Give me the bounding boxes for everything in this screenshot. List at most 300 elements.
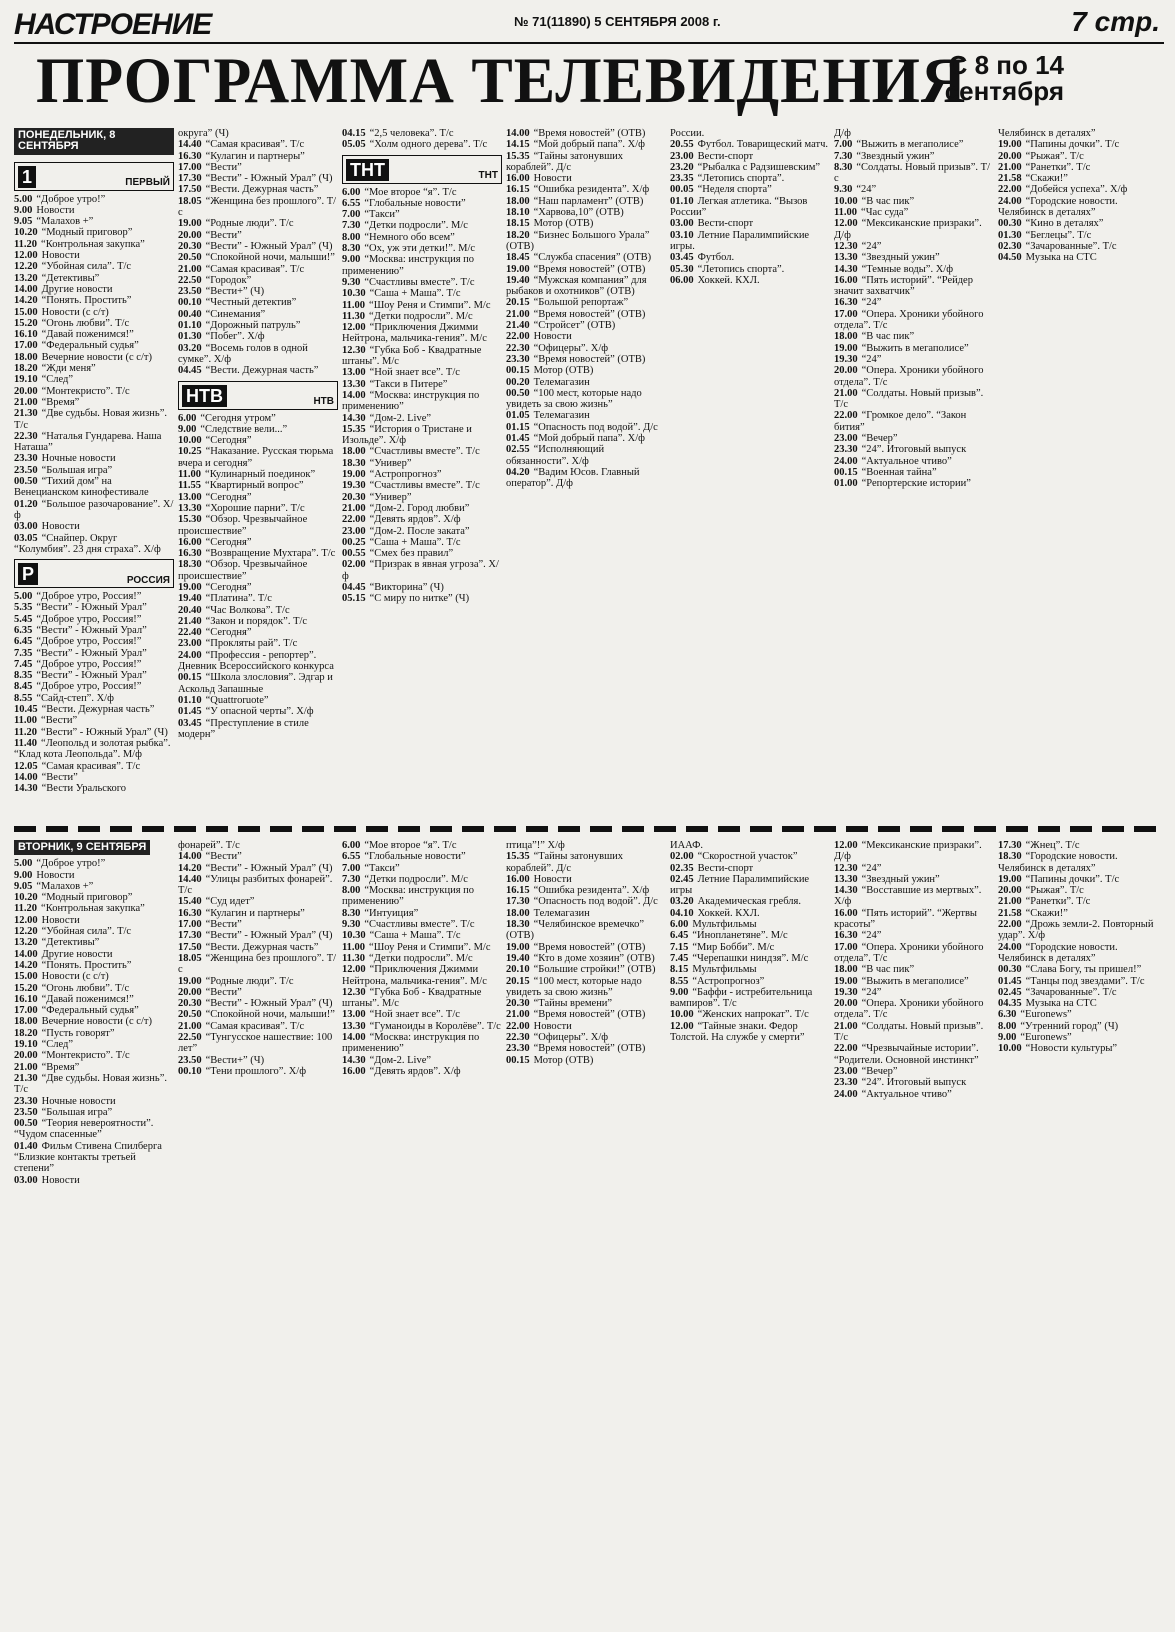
program-time: 13.30: [834, 252, 858, 264]
program-time: 20.00: [178, 229, 202, 241]
program-title: “Актуальное чтиво”: [861, 1088, 952, 1100]
program-time: 24.00: [178, 649, 202, 661]
program-title: “Доброе утро, Россия!”: [36, 613, 142, 625]
program-title: “Ох, уж эти детки!”. М/с: [364, 243, 476, 255]
program-title: “Федеральный судья”: [41, 1005, 139, 1017]
program-item: [834, 998, 994, 1021]
program-title: Хоккей. КХЛ.: [697, 907, 760, 919]
program-item: [342, 1009, 502, 1020]
program-time: 22.40: [178, 627, 202, 639]
program-time: 16.10: [14, 329, 38, 341]
program-item: [670, 128, 830, 139]
program-item: [834, 354, 994, 365]
program-title: Другие новости: [41, 948, 113, 960]
program-time: 8.35: [14, 670, 33, 682]
program-item: [342, 254, 502, 277]
program-title: “Солдаты. Новый призыв”. Т/с: [834, 1020, 984, 1044]
program-title: “Euronews”: [1020, 1009, 1072, 1021]
program-item: [834, 433, 994, 444]
monday-column-5: [670, 128, 834, 794]
program-time: 23.00: [342, 525, 366, 537]
program-item: [342, 537, 502, 548]
program-title: “Гуманоиды в Королёве”. Т/с: [369, 1020, 501, 1032]
program-item: [14, 273, 174, 284]
program-time: 02.45: [998, 986, 1022, 998]
program-time: 8.00: [342, 885, 361, 897]
program-title: “Кино в деталях”: [1025, 218, 1104, 230]
program-title: “Сегодня”: [205, 627, 252, 639]
program-time: 8.30: [342, 243, 361, 255]
channel-ntv-icon: НТВ: [182, 385, 227, 407]
program-time: 23.00: [178, 638, 202, 650]
program-time: 17.50: [178, 184, 202, 196]
program-item: [178, 173, 338, 184]
program-item: [506, 422, 666, 433]
program-item: [178, 930, 338, 941]
program-item: [506, 297, 666, 308]
program-item: [14, 704, 174, 715]
program-title: Новости: [36, 869, 75, 881]
program-time: 01.10: [178, 320, 202, 332]
program-time: 01.20: [14, 498, 38, 510]
program-title: “Мексиканские призраки”. Д/ф: [834, 218, 982, 241]
program-title: Музыка на СТС: [1025, 252, 1097, 264]
program-title: “В час пик”: [861, 964, 915, 976]
program-time: 00.20: [506, 376, 530, 388]
program-title: “Темные воды”. Х/ф: [861, 263, 954, 275]
program-title: “Суд идет”: [205, 896, 255, 908]
program-title: “Детки подросли”. М/с: [364, 873, 468, 885]
program-item: [178, 840, 338, 851]
program-title: “Летопись спорта”.: [697, 263, 785, 275]
program-time: 5.00: [14, 858, 33, 870]
channel-one-icon: 1: [18, 166, 36, 188]
program-title: “Школа злословия”. Эдгар и Аскольд Запашные: [178, 672, 333, 695]
program-time: 13.30: [342, 378, 366, 390]
program-item: [178, 286, 338, 297]
program-item: [998, 987, 1158, 998]
program-title: “Опера. Хроники убойного отдела”. Т/с: [834, 998, 984, 1021]
program-time: 11.00: [342, 299, 366, 311]
program-title: “Сайд-степ”. Х/ф: [36, 692, 114, 704]
program-title: “24”: [856, 184, 877, 196]
program-title: Вести-спорт: [697, 150, 754, 162]
program-item: [14, 239, 174, 250]
program-item: [670, 863, 830, 874]
program-time: 02.00: [342, 559, 366, 571]
program-time: 19.40: [506, 274, 530, 286]
program-title: “Побег”. Х/ф: [205, 331, 265, 343]
program-title: “Модный приговор”: [41, 892, 133, 904]
program-time: 20.30: [342, 491, 366, 503]
program-item: [506, 331, 666, 342]
program-item: [998, 851, 1158, 874]
program-title: Новости (с с/т): [41, 971, 109, 983]
program-title: “Ранетки”. Т/с: [1025, 896, 1091, 908]
program-time: 6.00: [342, 186, 361, 198]
program-time: 21.00: [342, 502, 366, 514]
program-title: “Девять ярдов”. Х/ф: [369, 514, 461, 526]
program-time: 9.05: [14, 880, 33, 892]
program-time: 16.00: [834, 907, 858, 919]
program-title: “Вести” - Южный Урал”: [36, 624, 147, 636]
program-title: “Глобальные новости”: [364, 197, 466, 209]
program-title: “Слава Богу, ты пришел!”: [1025, 964, 1142, 976]
program-title: “Губка Боб - Квадратные штаны”. М/с: [342, 986, 482, 1010]
program-title: “Мир Бобби”. М/с: [692, 941, 775, 953]
program-item: [14, 194, 174, 205]
program-item: [998, 1043, 1158, 1054]
program-item: [14, 533, 174, 556]
program-time: 22.50: [178, 1032, 202, 1044]
program-item: [670, 230, 830, 253]
tuesday-column-1: [14, 840, 178, 1186]
program-time: 20.50: [178, 1009, 202, 1021]
program-item: [342, 311, 502, 322]
program-time: 6.00: [670, 919, 689, 931]
program-item: [14, 1141, 174, 1175]
program-item: [178, 241, 338, 252]
program-time: 14.30: [14, 783, 38, 795]
program-title: Новости: [533, 331, 572, 343]
program-title: “След”: [41, 374, 74, 386]
program-item: [178, 874, 338, 897]
program-title: “Инопланетяне”. М/с: [692, 930, 788, 942]
program-time: 23.35: [670, 173, 694, 185]
program-time: 7.30: [342, 220, 361, 232]
program-item: [178, 252, 338, 263]
program-time: 04.45: [178, 365, 202, 377]
program-title: Фильм Стивена Спилберга “Близкие контакты третьей степени”: [14, 1140, 162, 1175]
masthead: [14, 4, 1164, 124]
program-title: “Москва: инструкция по применению”: [342, 1032, 480, 1055]
program-item: [506, 264, 666, 275]
program-title: “Убойная сила”. Т/с: [41, 926, 132, 938]
program-time: 22.00: [506, 331, 530, 343]
program-item: [506, 207, 666, 218]
program-time: 18.20: [506, 229, 530, 241]
program-title: “Шоу Реня и Стимпи”. М/с: [369, 941, 491, 953]
program-title: “Время новостей” (ОТВ): [533, 353, 646, 365]
program-item: [342, 232, 502, 243]
program-title: Мультфильмы: [692, 919, 757, 931]
program-item: [342, 863, 502, 874]
program-time: 14.00: [14, 948, 38, 960]
program-time: 9.00: [14, 869, 33, 881]
program-item: [14, 625, 174, 636]
program-item: [178, 896, 338, 907]
program-time: 16.15: [506, 885, 530, 897]
program-title: “След”: [41, 1039, 74, 1051]
program-item: [998, 139, 1158, 150]
program-title: “Честный детектив”: [205, 297, 297, 309]
program-item: [670, 987, 830, 1010]
program-list: [998, 840, 1158, 1055]
program-title: “Женщина без прошлого”. Т/с: [178, 952, 337, 976]
program-time: 23.20: [670, 161, 694, 173]
program-time: 21.30: [14, 1072, 38, 1084]
program-title: “Восставшие из мертвых”. Х/ф: [834, 885, 982, 908]
program-item: [506, 908, 666, 919]
program-time: 19.30: [834, 353, 858, 365]
program-time: 20.15: [506, 975, 530, 987]
program-item: [178, 998, 338, 1009]
program-title: “Офицеры”. Х/ф: [533, 1032, 609, 1044]
program-title: “Вести”: [205, 851, 242, 863]
program-title: “Вести”: [41, 771, 78, 783]
program-title: “Пусть говорят”: [41, 1027, 115, 1039]
program-time: 12.30: [342, 986, 366, 998]
program-item: [998, 874, 1158, 885]
program-item: [14, 715, 174, 726]
program-title: Другие новости: [41, 283, 113, 295]
program-time: 15.00: [14, 306, 38, 318]
program-title: “Интуиция”: [364, 907, 419, 919]
program-title: “Детки подросли”. М/с: [364, 220, 468, 232]
program-title: “Шоу Реня и Стимпи”. М/с: [369, 299, 491, 311]
program-time: 02.30: [998, 240, 1022, 252]
program-title: “Баффи - истребительница вампиров”. Т/с: [670, 986, 813, 1010]
program-title: “Опера. Хроники убойного отдела”. Т/с: [834, 365, 984, 388]
program-title: “Холм одного дерева”. Т/с: [369, 139, 488, 151]
program-item: [14, 937, 174, 948]
program-time: 02.00: [670, 851, 694, 863]
program-time: 9.05: [14, 216, 33, 228]
program-title: “Жди меня”: [41, 363, 96, 375]
program-item: [14, 903, 174, 914]
program-title: “Новости культуры”: [1025, 1043, 1118, 1055]
program-item: [998, 964, 1158, 975]
program-time: 19.00: [834, 342, 858, 354]
program-item: [14, 374, 174, 385]
monday-column-6: [834, 128, 998, 794]
program-title: “Ошибка резидента”. Х/ф: [533, 885, 650, 897]
program-title: “Губка Боб - Квадратные штаны”. М/с: [342, 344, 482, 368]
program-time: 20.15: [506, 297, 530, 309]
program-time: 18.00: [342, 446, 366, 458]
program-title: Новости: [41, 1174, 80, 1186]
program-title: Мотор (ОТВ): [533, 218, 594, 230]
program-item: [670, 953, 830, 964]
program-item: [178, 908, 338, 919]
channel-tnt: [342, 155, 502, 184]
program-item: [670, 173, 830, 184]
program-item: [14, 1050, 174, 1061]
program-title: Летние Паралимпийские игры.: [670, 229, 810, 252]
program-time: 01.00: [834, 478, 858, 490]
program-item: [178, 503, 338, 514]
program-time: 03.45: [670, 252, 694, 264]
program-time: 21.00: [506, 1009, 530, 1021]
program-time: 01.40: [14, 1140, 38, 1152]
program-time: 22.30: [506, 342, 530, 354]
program-item: [506, 309, 666, 320]
program-item: [178, 706, 338, 717]
program-time: 14.40: [178, 139, 202, 151]
program-title: “Доброе утро!”: [36, 858, 106, 870]
program-item: [178, 343, 338, 366]
program-time: 12.20: [14, 926, 38, 938]
program-title: “24”: [861, 297, 882, 309]
program-item: [14, 761, 174, 772]
program-time: 17.00: [14, 340, 38, 352]
program-item: [834, 987, 994, 998]
program-time: 16.30: [178, 907, 202, 919]
program-time: 23.00: [834, 433, 858, 445]
program-title: “Опера. Хроники убойного отдела”. Т/с: [834, 308, 984, 332]
program-time: 14.30: [834, 885, 858, 897]
program-item: [342, 322, 502, 345]
program-item: [14, 858, 174, 869]
program-item: [178, 638, 338, 649]
program-time: 18.10: [506, 207, 530, 219]
program-title: России.: [670, 128, 705, 139]
program-title: “Звездный ужин”: [861, 252, 940, 264]
program-item: [342, 187, 502, 198]
program-title: “Женщина без прошлого”. Т/с: [178, 195, 337, 219]
program-item: [998, 908, 1158, 919]
program-title: “Кулинарный поединок”: [205, 469, 316, 481]
program-time: 21.00: [178, 263, 202, 275]
program-time: 03.10: [670, 229, 694, 241]
program-title: “Доброе утро, Россия!”: [36, 636, 142, 648]
program-time: 13.30: [178, 502, 202, 514]
date-range-line1: С 8 по 14: [948, 50, 1064, 80]
program-item: [998, 218, 1158, 229]
program-title: Челябинск в деталях”: [998, 128, 1096, 139]
program-title: “Вести”: [205, 919, 242, 931]
program-item: [998, 230, 1158, 241]
program-item: [506, 365, 666, 376]
program-item: [178, 435, 338, 446]
program-item: [670, 930, 830, 941]
program-item: [14, 295, 174, 306]
program-title: фонарей”. Т/с: [178, 840, 240, 851]
program-time: 21.58: [998, 907, 1022, 919]
program-item: [14, 465, 174, 476]
program-title: “Вести” - Южный Урал” (Ч): [205, 240, 333, 252]
program-time: 19.00: [178, 975, 202, 987]
program-item: [178, 616, 338, 627]
program-item: [834, 331, 994, 342]
program-item: [178, 851, 338, 862]
program-item: [342, 492, 502, 503]
channel-name: ТНТ: [478, 170, 498, 182]
program-title: “Следствие вели...”: [200, 423, 288, 435]
program-title: “С миру по нитке” (Ч): [369, 593, 470, 605]
program-title: “Добейся успеха”. Х/ф: [1025, 184, 1128, 196]
program-title: Музыка на СТС: [1025, 998, 1097, 1010]
program-time: 9.00: [14, 204, 33, 216]
program-time: 03.00: [14, 521, 38, 533]
program-title: Телемагазин: [533, 410, 590, 422]
program-time: 19.30: [342, 480, 366, 492]
program-title: “Тайны времени”: [533, 998, 613, 1010]
program-item: [342, 128, 502, 139]
program-time: 23.30: [834, 1077, 858, 1089]
program-title: “Вести” - Южный Урал” (Ч): [205, 862, 333, 874]
program-time: 23.50: [178, 286, 202, 298]
program-title: Д/ф: [834, 128, 851, 139]
program-item: [178, 413, 338, 424]
program-title: “Зачарованные”. Т/с: [1025, 240, 1117, 252]
program-title: Легкая атлетика. “Вызов России”: [670, 195, 808, 219]
program-time: 22.00: [506, 1020, 530, 1032]
program-item: [14, 693, 174, 704]
program-item: [834, 252, 994, 263]
program-item: [342, 885, 502, 908]
program-time: 01.30: [998, 229, 1022, 241]
program-time: 00.30: [998, 218, 1022, 230]
program-item: [506, 1009, 666, 1020]
program-item: [14, 1107, 174, 1118]
program-item: [834, 309, 994, 332]
program-list: [14, 194, 174, 556]
program-time: 01.05: [506, 410, 530, 422]
program-title: “Летопись спорта”.: [697, 173, 785, 185]
program-time: 24.00: [998, 941, 1022, 953]
program-item: [14, 329, 174, 340]
program-item: [178, 672, 338, 695]
program-item: [342, 582, 502, 593]
program-item: [342, 919, 502, 930]
program-title: “Военная тайна”: [861, 466, 937, 478]
program-title: “Вести. Дежурная часть”: [205, 184, 319, 196]
program-item: [834, 1089, 994, 1100]
program-item: [670, 851, 830, 862]
program-time: 17.50: [178, 941, 202, 953]
program-title: “Скажи!”: [1025, 907, 1068, 919]
program-title: “Опера. Хроники убойного отдела”. Т/с: [834, 941, 984, 964]
monday-column-3: [342, 128, 506, 794]
program-title: “Звездный ужин”: [861, 873, 940, 885]
program-time: 17.30: [178, 173, 202, 185]
program-title: “Приключения Джимми Нейтрона, мальчика-гения”. М/с: [342, 964, 487, 987]
program-time: 14.00: [14, 771, 38, 783]
program-item: [834, 128, 994, 139]
program-item: [670, 264, 830, 275]
program-time: 18.00: [834, 331, 858, 343]
program-time: 22.30: [14, 430, 38, 442]
program-title: “Вести”: [205, 986, 242, 998]
program-title: “Служба спасения” (ОТВ): [533, 252, 652, 264]
program-time: 6.35: [14, 624, 33, 636]
program-time: 23.30: [506, 1043, 530, 1055]
program-title: “Дом-2. Live”: [369, 412, 432, 424]
program-item: [14, 1028, 174, 1039]
program-time: 18.00: [506, 195, 530, 207]
program-title: “Обзор. Чрезвычайное происшествие”: [178, 514, 308, 537]
program-item: [670, 218, 830, 229]
program-time: 20.00: [14, 1050, 38, 1062]
program-title: “Вести” - Южный Урал” (Ч): [205, 930, 333, 942]
program-item: [342, 840, 502, 851]
program-item: [178, 446, 338, 469]
program-item: [998, 241, 1158, 252]
program-item: [342, 1055, 502, 1066]
program-time: 18.00: [506, 907, 530, 919]
program-title: “Ранетки”. Т/с: [1025, 161, 1091, 173]
monday-column-7: [998, 128, 1162, 794]
program-title: Новости: [533, 873, 572, 885]
program-time: 9.00: [998, 1032, 1017, 1044]
program-title: “Городок”: [205, 274, 252, 286]
program-item: [14, 318, 174, 329]
program-item: [14, 870, 174, 881]
program-item: [178, 605, 338, 616]
program-time: 20.10: [506, 964, 530, 976]
program-list: [178, 840, 338, 1077]
